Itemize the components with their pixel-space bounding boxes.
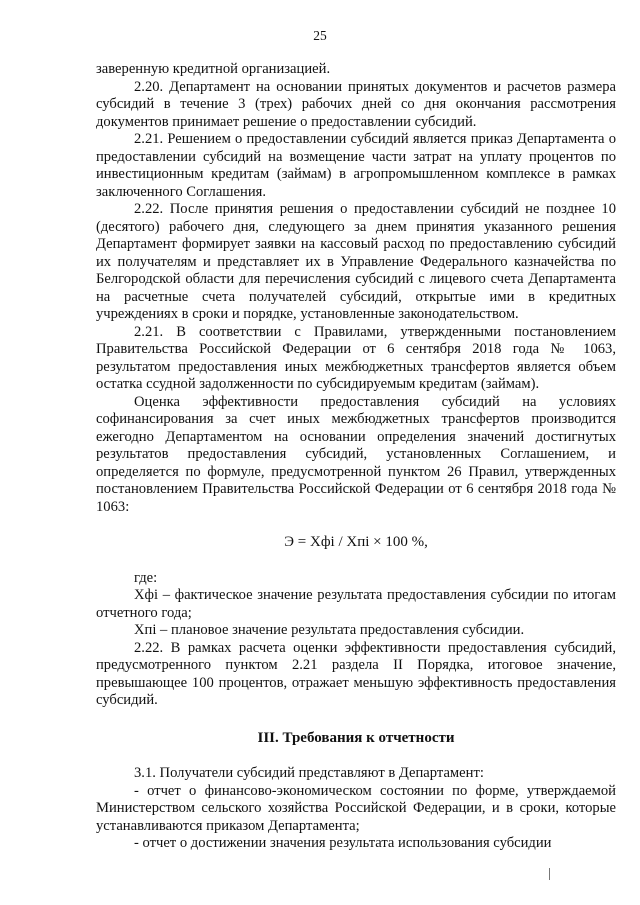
paragraph-2-22-payment: 2.22. После принятия решения о предоставлении субсидий не позднее 10 (десятого) рабочего дня, следующего за днем принятия указанного решения Департамент формирует заявки на кассовый расход по предоставлению субсидий их получателям и представляет их в Управление Федерального казначейства по Белгородской области для перечисления субсидий с лицевого счета Департамента на расчетные счета получателей субсидий, открытые ими в кредитных учреждениях в сроки и порядке, установленные законодательством. [96, 201, 616, 322]
list-item-financial-report: - отчет о финансово-экономическом состоянии по форме, утверждаемой Министерством сельского хозяйства Российской Федерации, и в сроки, которые устанавливаются приказом Департамента; [96, 782, 616, 834]
scan-mark [549, 868, 550, 880]
paragraph-2-22-evaluation: 2.22. В рамках расчета оценки эффективности предоставления субсидий, предусмотренного пунктом 2.21 раздела II Порядка, итоговое значение, превышающее 100 процентов, отражает меньшую эффективность предоставления субсидий. [96, 639, 616, 708]
definition-actual: Хфi – фактическое значение результата предоставления субсидии по итогам отчетного года; [96, 587, 616, 621]
paragraph-2-21-decision: 2.21. Решением о предоставлении субсидий является приказ Департамента о предоставлении субсидий на возмещение части затрат на уплату процентов по инвестиционным кредитам (займам) в агропромышленном комплексе в рамках заключенного Соглашения. [96, 131, 616, 200]
paragraph-3-1: 3.1. Получатели субсидий представляют в Департамент: [134, 765, 484, 781]
paragraph-2-20: 2.20. Департамент на основании принятых документов и расчетов размера субсидий в течение 3 (трех) рабочих дней со дня окончания рассмотрения документов принимает решение о предоставлении субсидий. [96, 78, 616, 130]
paragraph-efficiency: Оценка эффективности предоставления субсидий на условиях софинансирования за счет иных межбюджетных трансфертов производится ежегодно Департаментом на основании определения значений достигнутых результатов предоставления субсидий, установленных Соглашением, и определяется по формуле, предусмотренной пунктом 26 Правил, утвержденных постановлением Правительства Российской Федерации от 6 сентября 2018 года № 1063: [96, 393, 616, 515]
paragraph-continuation: заверенную кредитной организацией. [96, 61, 331, 77]
list-item-result-report: - отчет о достижении значения результата использования субсидии [134, 835, 552, 851]
document-body [96, 61, 616, 853]
definition-planned: Хпi – плановое значение результата предоставления субсидии. [134, 622, 525, 638]
page-number: 25 [313, 28, 327, 43]
efficiency-formula: Э = Хфi / Хпi × 100 %, [284, 534, 428, 550]
where-label: где: [134, 569, 158, 586]
paragraph-2-21-rules: 2.21. В соответствии с Правилами, утвержденными постановлением Правительства Российской Федерации от 6 сентября 2018 года № 1063, результатом предоставления иных межбюджетных трансфертов является объем остатка ссудной задолженности по субсидируемым кредитам (займам). [96, 323, 616, 392]
section-title: III. Требования к отчетности [257, 729, 455, 746]
